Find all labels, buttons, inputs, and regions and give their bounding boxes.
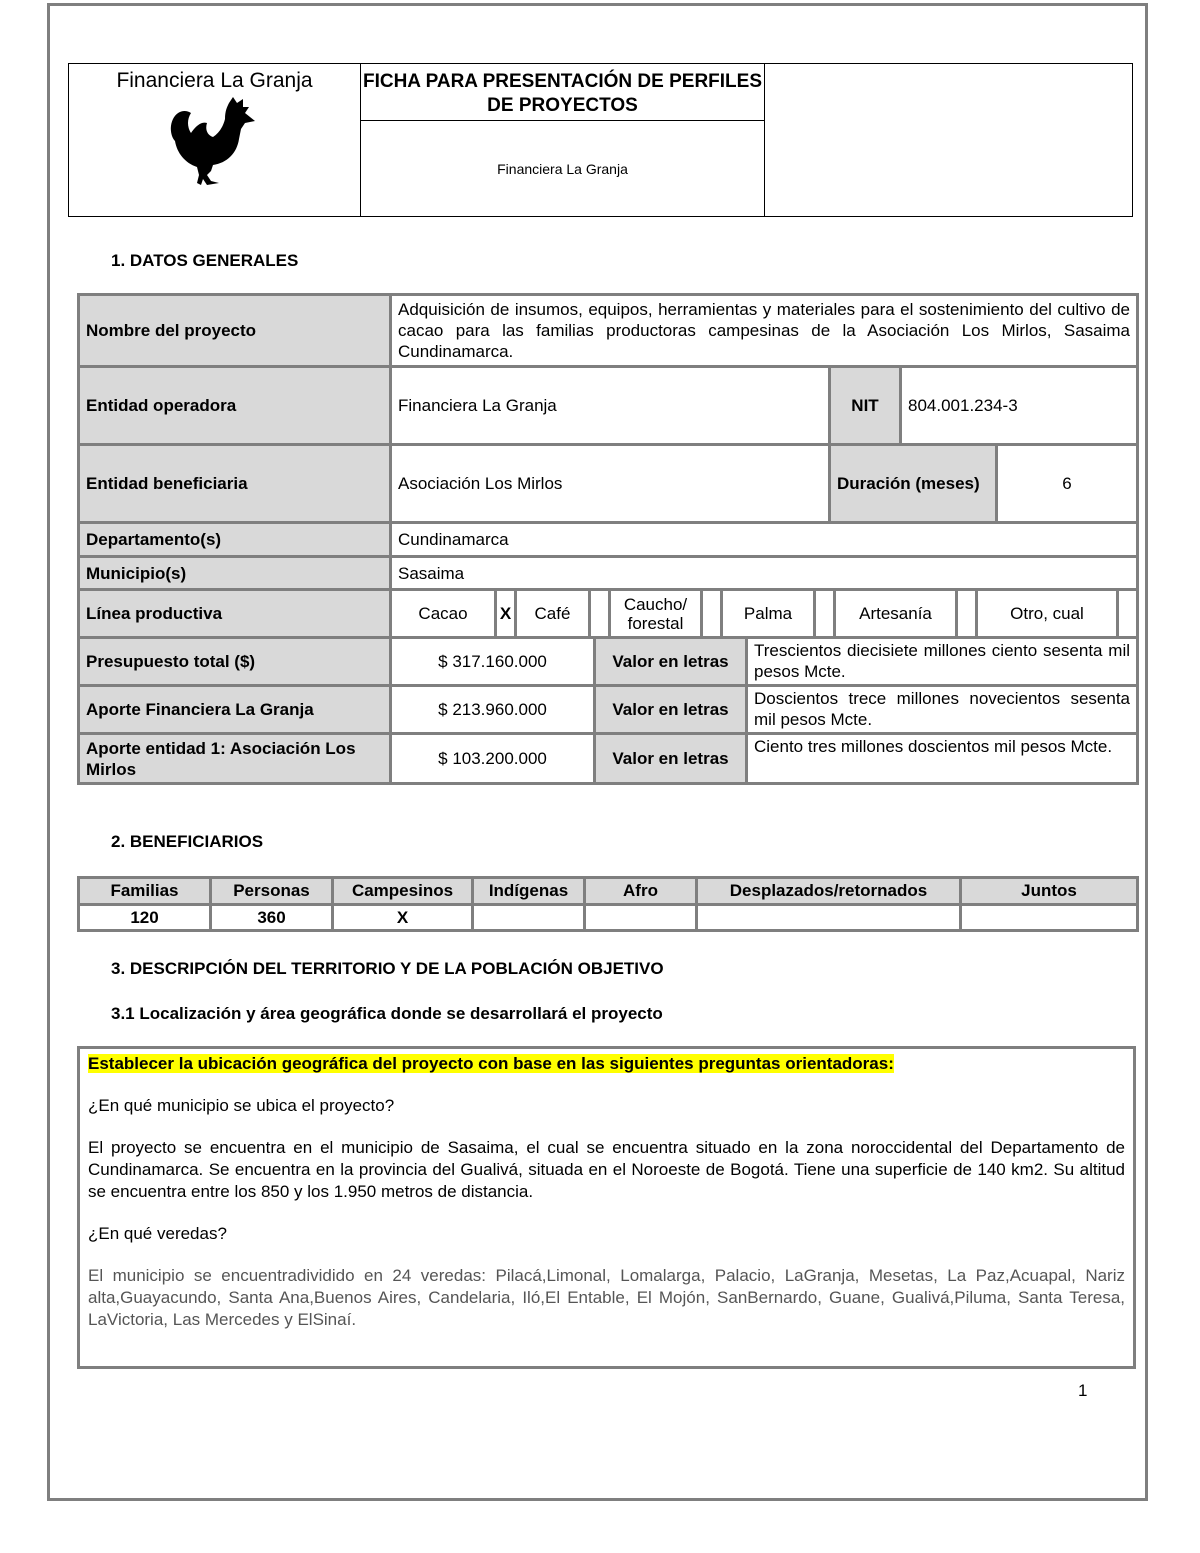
section-3-1-title: 3.1 Localización y área geográfica donde se desarrollará el proyecto (111, 1004, 663, 1023)
aporte-ent-label: Aporte entidad 1: Asociación Los Mirlos (79, 734, 391, 784)
operadora-label: Entidad operadora (79, 367, 391, 445)
ben-header-indigenas: Indígenas (473, 878, 585, 905)
aporte-ent-value: $ 103.200.000 (391, 734, 595, 784)
linea-otro: Otro, cual (977, 590, 1118, 638)
section-3-title: 3. DESCRIPCIÓN DEL TERRITORIO Y DE LA POBLACIÓN OBJETIVO (111, 959, 664, 978)
answer-municipio: El proyecto se encuentra en el municipio de Sasaima, el cual se encuentra situado en la zona noroccidental del Departamento de Cundinamarca. Se encuentra en la provincia del Gualivá, situada en el Noroeste de Bogotá. Tiene una superficie de 140 km2. Su altitud se encuentra entre los 850 y los 1.950 metros de distancia. (88, 1138, 1125, 1201)
linea-otro-mark (1118, 590, 1138, 638)
duracion-value: 6 (997, 445, 1138, 523)
linea-cacao-mark: X (496, 590, 516, 638)
linea-cafe-mark (590, 590, 610, 638)
aporte-fin-letras-label: Valor en letras (595, 686, 747, 734)
header-table (68, 63, 1133, 217)
linea-cafe: Café (516, 590, 590, 638)
linea-palma-mark (815, 590, 835, 638)
departamento-value: Cundinamarca (391, 523, 1138, 557)
aporte-fin-value: $ 213.960.000 (391, 686, 595, 734)
ben-value-indigenas (473, 905, 585, 931)
question-municipio: ¿En qué municipio se ubica el proyecto? (88, 1096, 395, 1115)
presupuesto-value: $ 317.160.000 (391, 638, 595, 686)
beneficiaria-label: Entidad beneficiaria (79, 445, 391, 523)
question-veredas: ¿En qué veredas? (88, 1224, 227, 1243)
linea-caucho: Caucho/ forestal (610, 590, 702, 638)
linea-palma: Palma (722, 590, 815, 638)
page-number: 1 (1078, 1381, 1088, 1400)
linea-caucho-mark (702, 590, 722, 638)
aporte-ent-letras-label: Valor en letras (595, 734, 747, 784)
nit-label: NIT (830, 367, 901, 445)
ben-value-juntos (961, 905, 1138, 931)
ben-value-familias: 120 (79, 905, 211, 931)
linea-label: Línea productiva (79, 590, 391, 638)
ben-header-desplazados: Desplazados/retornados (697, 878, 961, 905)
linea-artesania-mark (957, 590, 977, 638)
aporte-ent-letras: Ciento tres millones doscientos mil pesos Mcte. (747, 734, 1138, 784)
beneficiaria-value: Asociación Los Mirlos (391, 445, 830, 523)
duracion-label: Duración (meses) (830, 445, 997, 523)
ben-header-afro: Afro (585, 878, 697, 905)
municipio-value: Sasaima (391, 557, 1138, 590)
presupuesto-table (77, 636, 1139, 785)
linea-cacao: Cacao (391, 590, 496, 638)
ben-value-afro (585, 905, 697, 931)
header-empty-cell (765, 64, 1133, 217)
presupuesto-label: Presupuesto total ($) (79, 638, 391, 686)
aporte-fin-label: Aporte Financiera La Granja (79, 686, 391, 734)
operadora-value: Financiera La Granja (391, 367, 830, 445)
rooster-icon (167, 97, 263, 187)
ben-value-campesinos: X (333, 905, 473, 931)
org-name: Financiera La Granja (116, 69, 313, 92)
ben-header-familias: Familias (79, 878, 211, 905)
nit-value: 804.001.234-3 (901, 367, 1138, 445)
nombre-label: Nombre del proyecto (79, 295, 391, 367)
presupuesto-letras: Trescientos diecisiete millones ciento sesenta mil pesos Mcte. (747, 638, 1138, 686)
presupuesto-letras-label: Valor en letras (595, 638, 747, 686)
linea-productiva-table (77, 588, 1139, 639)
municipio-label: Municipio(s) (79, 557, 391, 590)
localizacion-box (77, 1046, 1136, 1369)
logo-cell (69, 64, 361, 217)
ficha-title-cell (361, 64, 765, 121)
ben-value-personas: 360 (211, 905, 333, 931)
ben-header-juntos: Juntos (961, 878, 1138, 905)
ben-header-campesinos: Campesinos (333, 878, 473, 905)
linea-artesania: Artesanía (835, 590, 957, 638)
instruction-text: Establecer la ubicación geográfica del proyecto con base en las siguientes preguntas orientadoras: (88, 1054, 894, 1073)
ben-value-desplazados (697, 905, 961, 931)
ficha-title: FICHA PARA PRESENTACIÓN DE PERFILES DE PROYECTOS (362, 71, 763, 116)
section-1-title: 1. DATOS GENERALES (111, 251, 299, 270)
section-2-title: 2. BENEFICIARIOS (111, 832, 264, 851)
datos-generales-table (77, 293, 1139, 591)
nombre-value: Adquisición de insumos, equipos, herramientas y materiales para el sostenimiento del cultivo de cacao para las familias productoras campesinas de la Asociación Los Mirlos, Sasaima Cundinamarca. (391, 295, 1138, 367)
departamento-label: Departamento(s) (79, 523, 391, 557)
ben-header-personas: Personas (211, 878, 333, 905)
aporte-fin-letras: Doscientos trece millones novecientos sesenta mil pesos Mcte. (747, 686, 1138, 734)
beneficiarios-table (77, 876, 1139, 932)
answer-veredas: El municipio se encuentradividido en 24 veredas: Pilacá,Limonal, Lomalarga, Palacio, LaGranja, Mesetas, La Paz,Acuapal, Nariz alta,Guayacundo, Santa Ana,Buenos Aires, Candelaria, Iló,El Entable, El Mojón, SanBernardo, Guane, Gualivá,Piluma, Santa Teresa, LaVictoria, Las Mercedes y ElSinaí. (88, 1266, 1125, 1329)
ficha-subtitle: Financiera La Granja (361, 121, 765, 217)
